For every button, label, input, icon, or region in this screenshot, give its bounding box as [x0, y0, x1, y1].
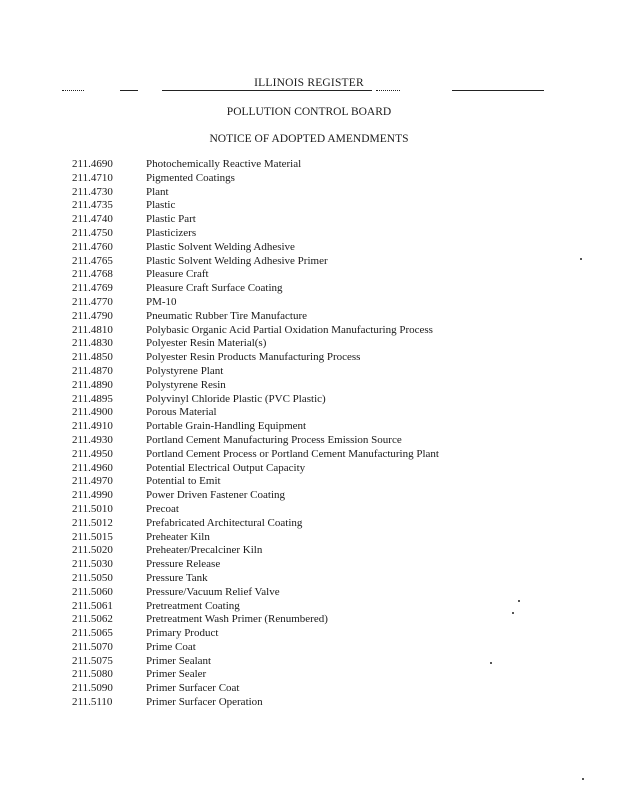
section-number: 211.4830 [72, 337, 113, 350]
section-row [0, 627, 618, 641]
section-row [0, 324, 618, 338]
section-row [0, 544, 618, 558]
section-term: Pretreatment Wash Primer (Renumbered) [146, 613, 328, 626]
section-term: PM-10 [146, 295, 177, 308]
section-number: 211.4760 [72, 240, 113, 253]
section-number: 211.4735 [72, 199, 113, 212]
section-row [0, 296, 618, 310]
section-number: 211.4765 [72, 254, 113, 267]
section-number: 211.4870 [72, 364, 113, 377]
section-row [0, 158, 618, 172]
section-row [0, 406, 618, 420]
section-number: 211.4770 [72, 295, 113, 308]
section-row [0, 531, 618, 545]
section-number: 211.5050 [72, 571, 113, 584]
section-row [0, 655, 618, 669]
section-number: 211.5062 [72, 613, 113, 626]
section-term: Pleasure Craft Surface Coating [146, 282, 283, 295]
section-term: Primer Sealant [146, 654, 212, 667]
section-term: Power Driven Fastener Coating [146, 489, 285, 502]
section-row [0, 613, 618, 627]
section-term: Portland Cement Manufacturing Process Emission Source [146, 433, 402, 446]
section-row [0, 586, 618, 600]
section-number: 211.4970 [72, 475, 113, 488]
section-row [0, 448, 618, 462]
section-number: 211.4810 [72, 323, 113, 336]
section-term: Potential Electrical Output Capacity [146, 461, 306, 474]
section-number: 211.5080 [72, 668, 113, 681]
scan-speck [490, 662, 492, 664]
section-row [0, 186, 618, 200]
board-title: POLLUTION CONTROL BOARD [226, 106, 392, 118]
section-term: Plasticizers [146, 226, 197, 239]
section-number: 211.5075 [72, 654, 113, 667]
header-rule-center [162, 90, 372, 91]
section-term: Primer Surfacer Operation [146, 696, 263, 709]
section-term: Polyester Resin Products Manufacturing Process [146, 351, 361, 364]
section-term: Portland Cement Process or Portland Cement Manufacturing Plant [146, 447, 439, 460]
section-number: 211.4769 [72, 282, 113, 295]
section-row [0, 572, 618, 586]
section-term: Polystyrene Plant [146, 364, 224, 377]
section-row [0, 255, 618, 269]
section-term: Photochemically Reactive Material [146, 158, 302, 170]
section-number: 211.4890 [72, 378, 113, 391]
section-number: 211.5110 [72, 696, 113, 709]
section-number: 211.4990 [72, 489, 113, 502]
section-row [0, 199, 618, 213]
section-row [0, 462, 618, 476]
section-term: Plastic Solvent Welding Adhesive [146, 240, 295, 253]
section-term: Polyvinyl Chloride Plastic (PVC Plastic) [146, 392, 326, 405]
section-row [0, 268, 618, 282]
section-row [0, 379, 618, 393]
section-term: Precoat [146, 502, 179, 515]
section-number: 211.5015 [72, 530, 113, 543]
section-term: Primer Surfacer Coat [146, 682, 240, 695]
section-number: 211.4900 [72, 406, 113, 419]
section-number: 211.4710 [72, 171, 113, 184]
section-number: 211.5061 [72, 599, 113, 612]
section-number: 211.5030 [72, 558, 113, 571]
section-row [0, 393, 618, 407]
section-term: Porous Material [146, 406, 217, 419]
section-row [0, 365, 618, 379]
section-row [0, 696, 618, 710]
section-term: Polystyrene Resin [146, 378, 226, 391]
section-list [0, 158, 618, 710]
section-number: 211.4768 [72, 268, 113, 281]
section-term: Plastic Part [146, 213, 196, 226]
section-term: Polyester Resin Material(s) [146, 337, 267, 350]
section-number: 211.4930 [72, 433, 113, 446]
scan-speck [518, 600, 520, 602]
section-row [0, 682, 618, 696]
section-number: 211.4910 [72, 420, 113, 433]
section-number: 211.4850 [72, 351, 113, 364]
section-number: 211.5065 [72, 627, 113, 640]
section-row [0, 558, 618, 572]
header-rule-right [452, 90, 544, 91]
section-term: Pressure Release [146, 558, 221, 571]
section-row [0, 434, 618, 448]
section-row [0, 213, 618, 227]
section-number: 211.4790 [72, 309, 113, 322]
header-rule-left-dotted [62, 90, 84, 91]
scan-speck [512, 612, 514, 614]
section-term: Pressure Tank [146, 571, 208, 584]
section-number: 211.5020 [72, 544, 113, 557]
section-number: 211.4950 [72, 447, 113, 460]
section-number: 211.5070 [72, 640, 113, 653]
section-term: Potential to Emit [146, 475, 221, 488]
section-term: Pressure/Vacuum Relief Valve [146, 585, 280, 598]
section-row [0, 282, 618, 296]
section-row [0, 241, 618, 255]
section-number: 211.4960 [72, 461, 113, 474]
section-term: Preheater/Precalciner Kiln [146, 544, 263, 557]
header-rule-left-short [120, 90, 138, 91]
section-row [0, 489, 618, 503]
header-rule-right-dotted [376, 90, 400, 91]
section-term: Polybasic Organic Acid Partial Oxidation Manufacturing Process [146, 323, 433, 336]
section-term: Primary Product [146, 627, 219, 640]
notice-title: NOTICE OF ADOPTED AMENDMENTS [209, 133, 409, 145]
section-term: Pretreatment Coating [146, 599, 240, 612]
section-row [0, 517, 618, 531]
section-term: Prime Coat [146, 640, 196, 653]
section-term: Plastic [146, 199, 176, 212]
scan-speck [582, 778, 584, 780]
section-term: Plant [146, 185, 169, 198]
section-row [0, 227, 618, 241]
section-term: Preheater Kiln [146, 530, 210, 543]
section-term: Pleasure Craft [146, 268, 209, 281]
section-number: 211.4895 [72, 392, 113, 405]
section-row [0, 420, 618, 434]
section-term: Pigmented Coatings [146, 171, 235, 184]
section-number: 211.5012 [72, 516, 113, 529]
section-number: 211.4740 [72, 213, 113, 226]
section-number: 211.5010 [72, 502, 113, 515]
section-term: Plastic Solvent Welding Adhesive Primer [146, 254, 328, 267]
section-term: Primer Sealer [146, 668, 207, 681]
section-term: Prefabricated Architectural Coating [146, 516, 303, 529]
scan-speck [580, 258, 582, 260]
section-number: 211.5060 [72, 585, 113, 598]
section-row [0, 641, 618, 655]
section-row [0, 337, 618, 351]
section-term: Pneumatic Rubber Tire Manufacture [146, 309, 307, 322]
section-number: 211.5090 [72, 682, 113, 695]
section-row [0, 172, 618, 186]
section-row [0, 600, 618, 614]
section-row [0, 351, 618, 365]
section-row [0, 668, 618, 682]
section-number: 211.4730 [72, 185, 113, 198]
section-term: Portable Grain-Handling Equipment [146, 420, 307, 433]
section-row [0, 475, 618, 489]
section-number: 211.4690 [72, 158, 113, 170]
register-title: ILLINOIS REGISTER [254, 77, 364, 89]
section-row [0, 310, 618, 324]
section-row [0, 503, 618, 517]
section-number: 211.4750 [72, 226, 113, 239]
